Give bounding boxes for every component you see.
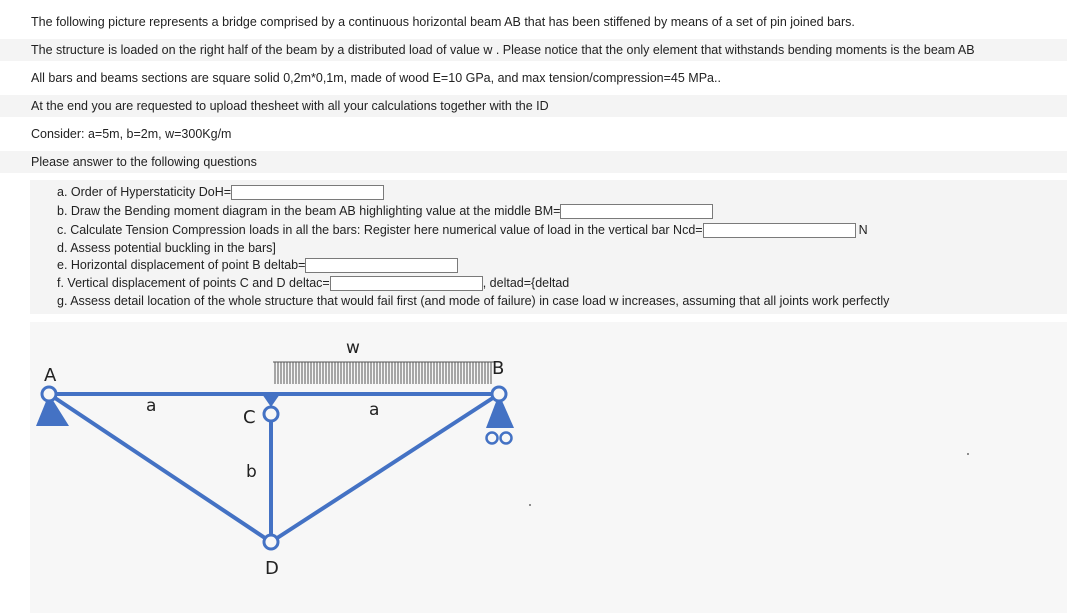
label-a-right: a: [369, 400, 380, 420]
intro-paragraph-1: The following picture represents a bridge comprised by a continuous horizontal beam AB that has been stiffened by means of a set of pin joined bars.: [31, 15, 855, 29]
joint-d: [264, 535, 278, 549]
deltab-input[interactable]: [305, 258, 458, 273]
bridge-diagram: [30, 322, 1067, 613]
question-g-label: g. Assess detail location of the whole structure that would fail first (and mode of failure) in case load w increases, assuming that all joints work perfectly: [57, 294, 890, 308]
question-b: [57, 202, 713, 220]
bar-db: [271, 394, 499, 542]
label-w: w: [346, 338, 360, 358]
doh-input[interactable]: [231, 185, 384, 200]
intro-paragraph-6: Please answer to the following questions: [31, 155, 257, 169]
ncd-input[interactable]: [703, 223, 856, 238]
joint-c: [262, 394, 280, 421]
intro-paragraph-2: The structure is loaded on the right half of the beam by a distributed load of value w . Please notice that the only element that withstands bending moments is the beam AB: [31, 43, 975, 57]
question-c-label: c. Calculate Tension Compression loads in all the bars: Register here numerical value of load in the vertical bar Ncd=: [57, 223, 703, 237]
deltad-text: , deltad={deltad: [482, 276, 570, 290]
question-g: [57, 292, 889, 310]
question-c: [57, 221, 868, 239]
bm-input[interactable]: [560, 204, 713, 219]
question-d-label: d. Assess potential buckling in the bars]: [57, 241, 276, 255]
question-f: [57, 274, 569, 292]
stray-dot: [967, 453, 969, 455]
label-b-length: b: [246, 462, 257, 482]
label-a-left: a: [146, 396, 157, 416]
bridge-figure: [30, 322, 1067, 613]
question-b-label: b. Draw the Bending moment diagram in the beam AB highlighting value at the middle BM=: [57, 204, 561, 218]
stray-dot: [529, 504, 531, 506]
question-a-label: a. Order of Hyperstaticity DoH=: [57, 185, 232, 199]
intro-paragraph-5: Consider: a=5m, b=2m, w=300Kg/m: [31, 127, 232, 141]
label-b-point: B: [492, 358, 505, 379]
ncd-unit: N: [858, 223, 868, 237]
question-e-label: e. Horizontal displacement of point B deltab=: [57, 258, 306, 272]
distributed-load: [273, 362, 494, 384]
label-a-point: A: [44, 365, 57, 386]
question-e: [57, 256, 458, 274]
question-d: [57, 239, 276, 257]
question-a: [57, 183, 384, 201]
deltac-input[interactable]: [330, 276, 483, 291]
label-c-point: C: [243, 407, 256, 428]
question-f-label: f. Vertical displacement of points C and D deltac=: [57, 276, 330, 290]
intro-paragraph-4: At the end you are requested to upload thesheet with all your calculations together with the ID: [31, 99, 549, 113]
bar-ad: [49, 394, 271, 542]
label-d-point: D: [265, 558, 279, 579]
intro-paragraph-3: All bars and beams sections are square solid 0,2m*0,1m, made of wood E=10 GPa, and max tension/compression=45 MPa..: [31, 71, 721, 85]
